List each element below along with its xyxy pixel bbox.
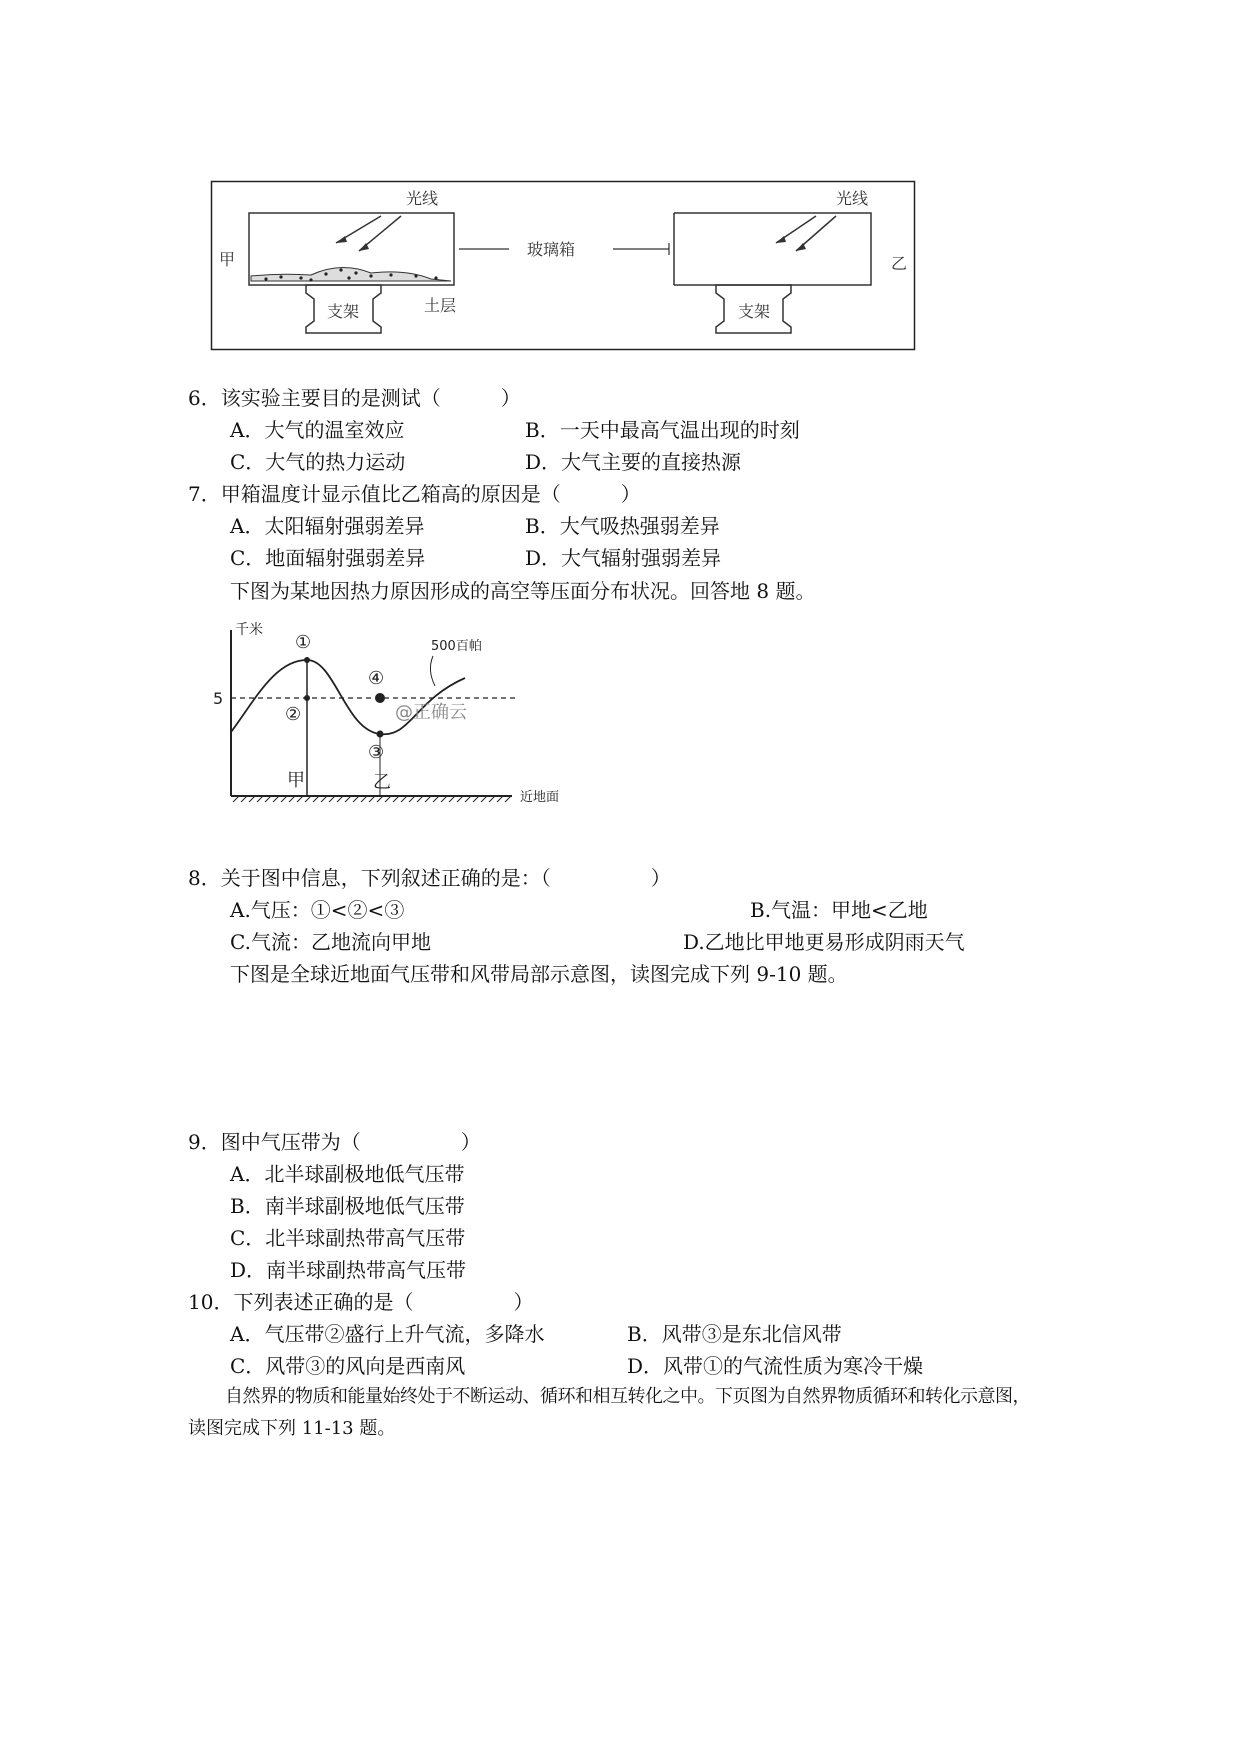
point-2-label: ② [285,704,302,725]
question-7-option-c: C．地面辐射强弱差异 [230,546,426,570]
question-9-option-c: C．北半球副热带高气压带 [230,1226,466,1250]
light-label-left: 光线 [406,189,439,208]
isobar-label: 500百帕 [431,639,482,654]
question-9-stem: 9．图中气压带为（ ） [188,1130,481,1154]
figure-frame [212,182,915,350]
stand-label-left: 支架 [327,302,360,321]
right-glass-box [674,213,871,285]
question-9-option-b: B．南半球副极地低气压带 [230,1194,465,1218]
question-7-option-b: B．大气吸热强弱差异 [525,514,720,538]
question-8-option-d: D.乙地比甲地更易形成阴雨天气 [683,930,965,954]
question-6-option-d: D．大气主要的直接热源 [525,450,742,474]
question-8-option-c: C.气流：乙地流向甲地 [230,930,431,954]
question-8-stem: 8．关于图中信息，下列叙述正确的是：（ ） [188,866,671,890]
box-label-yi: 乙 [891,254,908,273]
question-6-stem: 6．该实验主要目的是测试（ ） [188,386,521,410]
light-label-right: 光线 [836,189,869,208]
intro-question-11-13-line-2: 读图完成下列 11-13 题。 [188,1418,396,1439]
point-3-marker [377,731,384,738]
question-10-option-d: D．风带①的气流性质为寒冷干燥 [627,1354,924,1378]
point-1-marker [304,657,310,663]
glass-box-diagram [211,181,916,351]
watermark: @正确云 [395,702,467,723]
question-8-option-b: B.气温：甲地<乙地 [750,898,928,922]
point-4-marker [375,693,385,703]
question-10-option-a: A．气压带②盛行上升气流，多降水 [230,1322,545,1346]
glass-box-label: 玻璃箱 [527,240,576,259]
question-10-option-c: C．风带③的风向是西南风 [230,1354,466,1378]
question-6-option-b: B．一天中最高气温出现的时刻 [525,418,800,442]
isobar-500hpa-curve [231,660,465,734]
isobaric-surface-figure [215,620,585,810]
point-2-marker [304,695,310,701]
intro-question-8: 下图为某地因热力原因形成的高空等压面分布状况。回答地 8 题。 [230,579,816,603]
question-10-stem: 10．下列表述正确的是（ ） [188,1290,534,1314]
intro-question-9-10: 下图是全球近地面气压带和风带局部示意图，读图完成下列 9-10 题。 [230,962,848,986]
box-label-jia: 甲 [219,250,236,269]
question-8-option-a: A.气压：①<②<③ [230,898,405,922]
question-6-option-c: C．大气的热力运动 [230,450,406,474]
glass-box-experiment-figure [211,181,916,351]
site-yi-label: 乙 [373,772,391,793]
y-tick-5: 5 [213,689,224,708]
question-9-option-d: D．南半球副热带高气压带 [230,1258,467,1282]
question-9-option-a: A．北半球副极地低气压带 [230,1162,465,1186]
point-1-label: ① [295,632,312,653]
question-10-option-b: B．风带③是东北信风带 [627,1322,842,1346]
isobaric-diagram [215,620,585,810]
ground-label: 近地面 [520,790,560,805]
point-3-label: ③ [368,742,385,763]
point-4-label: ④ [368,668,385,689]
soil-layer [251,267,451,281]
question-7-option-a: A．太阳辐射强弱差异 [230,514,425,538]
soil-layer-label: 土层 [424,296,457,315]
question-6-option-a: A．大气的温室效应 [230,418,405,442]
question-7-stem: 7．甲箱温度计显示值比乙箱高的原因是（ ） [188,482,641,506]
site-jia-label: 甲 [287,770,305,791]
question-7-option-d: D．大气辐射强弱差异 [525,546,722,570]
stand-label-right: 支架 [738,302,771,321]
y-axis-unit: 千米 [235,622,263,638]
intro-question-11-13-line-1: 自然界的物质和能量始终处于不断运动、循环和相互转化之中。下页图为自然界物质循环和转化示意图， [225,1386,1030,1407]
